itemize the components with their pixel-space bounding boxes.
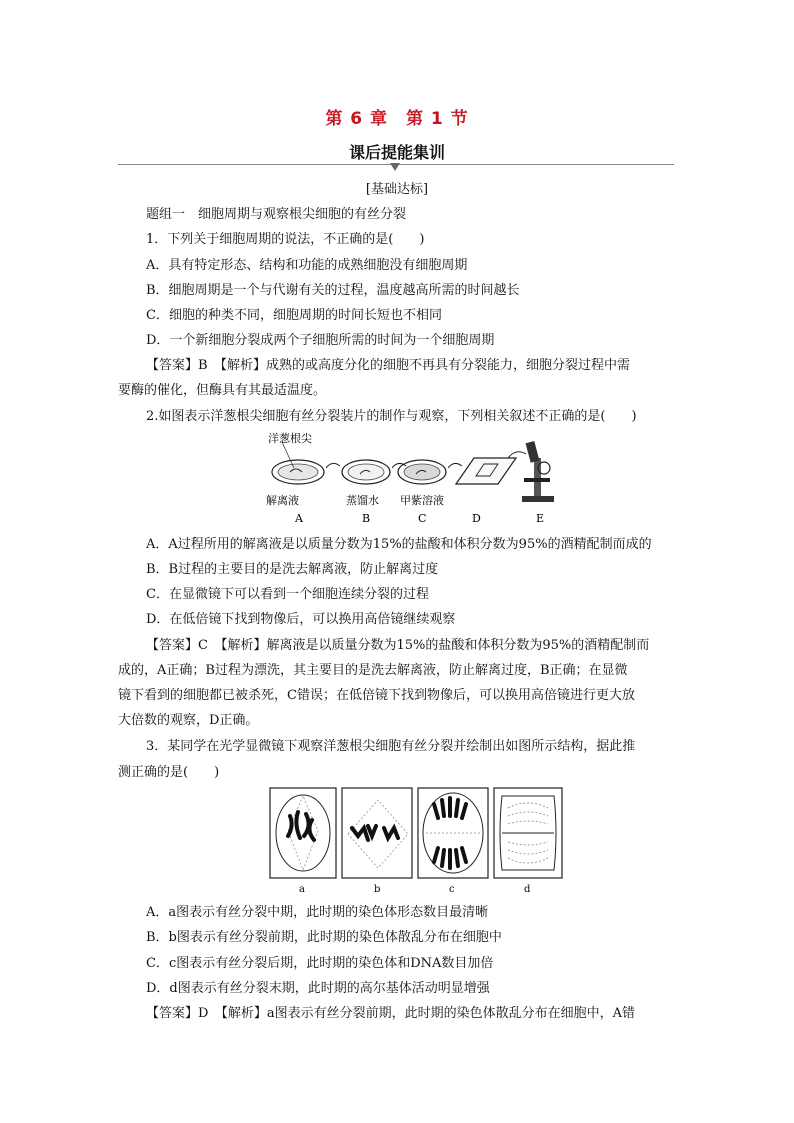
q2-answer-cont-2: 镜下看到的细胞都已被杀死，C错误；在低倍镜下找到物像后，可以换用高倍镜进行更大放 xyxy=(118,688,635,703)
letter-e: E xyxy=(536,512,545,525)
letter-a: A xyxy=(295,512,303,525)
cell-label-a: a xyxy=(299,884,305,895)
q2-option-b: B．B过程的主要目的是洗去解离液，防止解离过度 xyxy=(146,562,439,577)
q1-option-d: D．一个新细胞分裂成两个子细胞所需的时间为一个细胞周期 xyxy=(146,333,495,348)
q3-answer: 【答案】D 【解析】a图表示有丝分裂前期，此时期的染色体散乱分布在细胞中，A错 xyxy=(146,1006,636,1021)
label-stain: 甲紫溶液 xyxy=(400,494,444,507)
q3-option-a: A．a图表示有丝分裂中期，此时期的染色体形态数目最清晰 xyxy=(146,905,489,920)
q2-stem: 2.如图表示洋葱根尖细胞有丝分裂装片的制作与观察，下列相关叙述不正确的是( ) xyxy=(146,409,637,424)
q1-option-b: B．细胞周期是一个与代谢有关的过程，温度越高所需的时间越长 xyxy=(146,283,520,298)
q2-option-d: D．在低倍镜下找到物像后，可以换用高倍镜继续观察 xyxy=(146,612,456,627)
page-subtitle: 课后提能集训 xyxy=(348,143,445,162)
q2-option-c: C．在显微镜下可以看到一个细胞连续分裂的过程 xyxy=(146,587,429,602)
cell-label-d: d xyxy=(524,884,531,895)
q3-option-d: D．d图表示有丝分裂末期，此时期的高尔基体活动明显增强 xyxy=(146,981,490,996)
label-dissociation: 解离液 xyxy=(266,494,299,507)
divider-triangle-icon xyxy=(390,163,400,171)
q3-option-c: C．c图表示有丝分裂后期，此时期的染色体和DNA数目加倍 xyxy=(146,956,494,971)
cell-label-b: b xyxy=(374,884,381,895)
q2-answer-cont-3: 大倍数的观察，D正确。 xyxy=(118,713,259,728)
q2-answer: 【答案】C 【解析】解离液是以质量分数为15%的盐酸和体积分数为95%的酒精配制而 xyxy=(146,638,650,653)
slide-preparation-diagram xyxy=(260,428,560,528)
mitosis-cells-diagram xyxy=(268,786,564,896)
q3-stem-cont: 测正确的是( ) xyxy=(118,765,220,780)
label-water: 蒸馏水 xyxy=(346,494,379,507)
chapter-title: 第 6 章 第 1 节 xyxy=(325,109,469,129)
letter-b: B xyxy=(362,512,371,525)
q1-answer-cont: 要酶的催化，但酶具有其最适温度。 xyxy=(118,383,327,398)
q3-option-b: B．b图表示有丝分裂前期，此时期的染色体散乱分布在细胞中 xyxy=(146,930,502,945)
q1-answer: 【答案】B 【解析】成熟的或高度分化的细胞不再具有分裂能力，细胞分裂过程中需 xyxy=(146,358,631,373)
letter-d: D xyxy=(472,512,481,525)
letter-c: C xyxy=(418,512,427,525)
section-tag: [基础达标] xyxy=(365,182,429,197)
q3-stem: 3．某同学在光学显微镜下观察洋葱根尖细胞有丝分裂并绘制出如图所示结构，据此推 xyxy=(146,739,636,754)
q1-option-c: C．细胞的种类不同，细胞周期的时间长短也不相同 xyxy=(146,308,442,323)
group-heading: 题组一 细胞周期与观察根尖细胞的有丝分裂 xyxy=(146,207,407,222)
q1-stem: 1．下列关于细胞周期的说法，不正确的是( ) xyxy=(146,232,425,247)
q3-figure xyxy=(268,786,564,896)
cell-label-c: c xyxy=(449,884,455,895)
q2-option-a: A．A过程所用的解离液是以质量分数为15%的盐酸和体积分数为95%的酒精配制而成的 xyxy=(146,537,652,552)
q1-option-a: A．具有特定形态、结构和功能的成熟细胞没有细胞周期 xyxy=(146,258,468,273)
q2-figure xyxy=(260,428,560,528)
q2-answer-cont-1: 成的，A正确；B过程为漂洗，其主要目的是洗去解离液，防止解离过度，B正确；在显微 xyxy=(118,663,628,678)
label-root-tip: 洋葱根尖 xyxy=(268,432,312,445)
